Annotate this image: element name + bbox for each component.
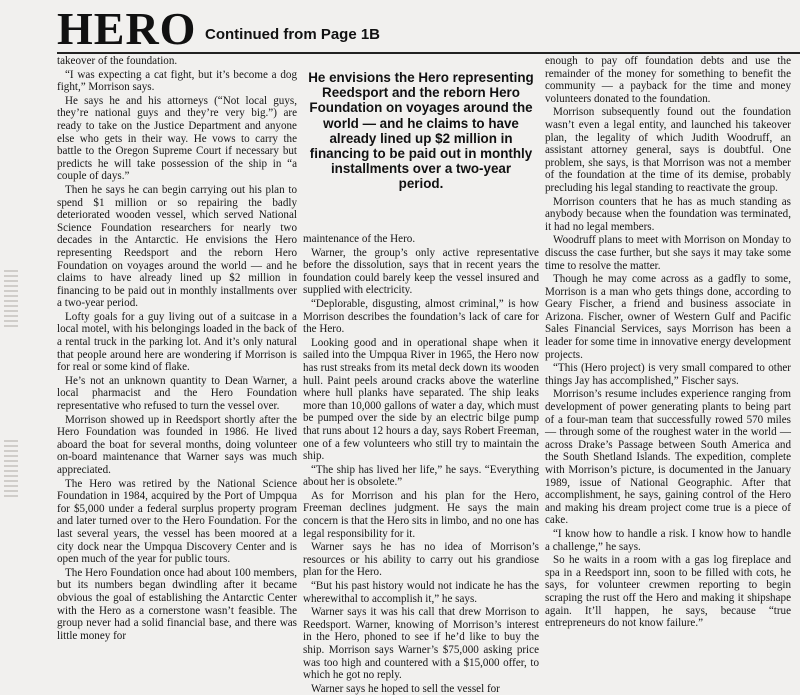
paragraph: enough to pay off foundation debts and use the remainder of the money for something to benefit the community — a payback for the time and money volunteers donated to the foundation. (545, 55, 791, 105)
paragraph: Warner says he has no idea of Morrison’s resources or his ability to carry out his grandiose plan for the Hero. (303, 541, 539, 579)
masthead (57, 3, 800, 54)
paragraph: Though he may come across as a gadfly to some, Morrison is a man who gets things done, according to Geary Fischer, a friend and business associate in Arizona. Fischer, owner of Western Gulf and Pacific Sales Financial Services, says Morrison has been a leader for some time in innovative energy development projects. (545, 273, 791, 361)
article-column-3 (545, 55, 791, 665)
paragraph: Warner, the group’s only active representative before the dissolution, says that in recent years the foundation could barely keep the vessel insured and supplied with electricity. (303, 246, 539, 297)
paragraph: He’s not an unknown quantity to Dean Warner, a local pharmacist and the Hero Foundation representative who refused to turn the vessel over. (57, 374, 297, 413)
paragraph: “This (Hero project) is very small compared to other things Jay has accomplished,” Fischer says. (545, 362, 791, 387)
paragraph: Then he says he can begin carrying out his plan to spend $1 million or so repairing the badly deteriorated wooden vessel, which served National Science Foundation researchers for nearly two decades in the Antarctic. He envisions the Hero representing Reedsport and the reborn Hero Foundation on voyages around the world — and he claims to have already lined up $2 million in financing to be paid out in monthly installments over a two-year period. (57, 183, 297, 310)
margin-marking (4, 270, 18, 330)
paragraph: He says he and his attorneys (“Not local guys, they’re national guys and they’re very big.”) are ready to take on the Justice Department and anyone else who gets in their way. He vows to carry the battle to the Oregon Supreme Court if necessary but predicts he will take possession of the ship in “a couple of days.” (57, 94, 297, 183)
margin-marking (4, 440, 18, 500)
paragraph: Morrison showed up in Reedsport shortly after the Hero Foundation was founded in 1986. He lived aboard the boat for several months, doing volunteer on-board maintenance that Warner says was much appreciated. (57, 413, 297, 476)
pull-quote: He envisions the Hero representing Reedsport and the reborn Hero Foundation on voyages around the world — and he claims to have already lined up $2 million in financing to be paid out in monthly installments over a two-year period. (308, 70, 534, 192)
paragraph: “Deplorable, disgusting, almost criminal,” is how Morrison describes the foundation’s lack of care for the Hero. (303, 297, 539, 336)
masthead-rule (57, 52, 800, 54)
paragraph: maintenance of the Hero. (303, 233, 416, 245)
paragraph: “I know how to handle a risk. I know how to handle a challenge,” he says. (545, 527, 791, 553)
paragraph: Looking good and in operational shape when it sailed into the Umpqua River in 1965, the Hero now has rust streaks from its metal deck down its wooden hull. Paint peels around cracks above the waterline where hull planks have separated. The ship leaks more than 10,000 gallons of water a day, which must be pumped over the side by an electric bilge pump that runs about 12 hours a day, says Robert Freeman, one of a few volunteers who still try to maintain the ship. (303, 336, 539, 463)
article-column-2 (303, 233, 539, 695)
paragraph: Morrison’s resume includes experience ranging from development of power generating plants to being part of a four-man team that successfully rowed 570 miles — through some of the roughest water in the world — across Drake’s Passage between South America and the South Shetland Islands. The expedition, complete with Morrison’s picture, is documented in the January 1989, issue of National Geographic. After that accomplishment, he says, gaining control of the Hero and making his dream project come true is a piece of cake. (545, 388, 791, 527)
paragraph: Warner says he hoped to sell the vessel for (311, 682, 500, 695)
paragraph: As for Morrison and his plan for the Hero, Freeman declines judgment. He says the main concern is that the Hero sits in limbo, and no one has legal responsibility for it. (303, 489, 539, 540)
paragraph: Woodruff plans to meet with Morrison on Monday to discuss the case further, but she says it may take some time to resolve the matter. (545, 234, 791, 272)
paragraph: “But his past history would not indicate he has the wherewithal to accomplish it,” he says. (303, 580, 539, 605)
paragraph: Lofty goals for a guy living out of a suitcase in a local motel, with his belongings loaded in the back of a rental truck in the parking lot. And it’s only natural that people around here are wondering if Morrison is for real or some kind of flake. (57, 310, 297, 374)
paragraph: takeover of the foundation. (57, 55, 178, 67)
paragraph: The Hero was retired by the National Science Foundation in 1984, acquired by the Port of Umpqua for $5,000 under a federal surplus property program and later turned over to the Hero Foundation. For the last several years, the vessel has been moored at a city dock near the Umpqua Discovery Center and is open much of the year for public tours. (57, 477, 297, 566)
paragraph: “I was expecting a cat fight, but it’s become a dog fight,” Morrison says. (57, 68, 297, 94)
article-column-1 (57, 55, 297, 665)
section-title: HERO (57, 3, 197, 54)
paragraph: The Hero Foundation once had about 100 members, but its numbers began dwindling after it became obvious the goal of establishing the Antarctic Center with the Hero as a cornerstone wasn’t feasible. The group never had a solid financial base, and there was little money for (57, 566, 297, 642)
paragraph: Warner says it was his call that drew Morrison to Reedsport. Warner, knowing of Morrison’s interest in the Hero, phoned to see if he’d like to buy the ship. Morrison says Warner’s $75,000 asking price was too high and countered with a $15,000 offer, to which he got no reply. (303, 606, 539, 682)
paragraph: “The ship has lived her life,” he says. “Everything about her is obsolete.” (303, 463, 539, 489)
continued-line: Continued from Page 1B (205, 26, 381, 43)
paragraph: So he waits in a room with a gas log fireplace and spa in a Reedsport inn, soon to be filled with cots, he says, for volunteer crewmen reporting to begin scraping the rust off the Hero and making it shipshape again. It’ll happen, he says, because “true entrepreneurs do not know failure.” (545, 554, 791, 630)
paragraph: Morrison counters that he has as much standing as anybody because when the foundation was terminated, it had no legal members. (545, 195, 791, 233)
paragraph: Morrison subsequently found out the foundation wasn’t even a legal entity, and launched his takeover plan, the legality of which Judith Woodruff, an assistant attorney general, says is doubtful. One problem, she says, is that Morrison was not a member of the foundation at the time of its demise, probably precluding his legal standing to reactivate the group. (545, 106, 791, 194)
